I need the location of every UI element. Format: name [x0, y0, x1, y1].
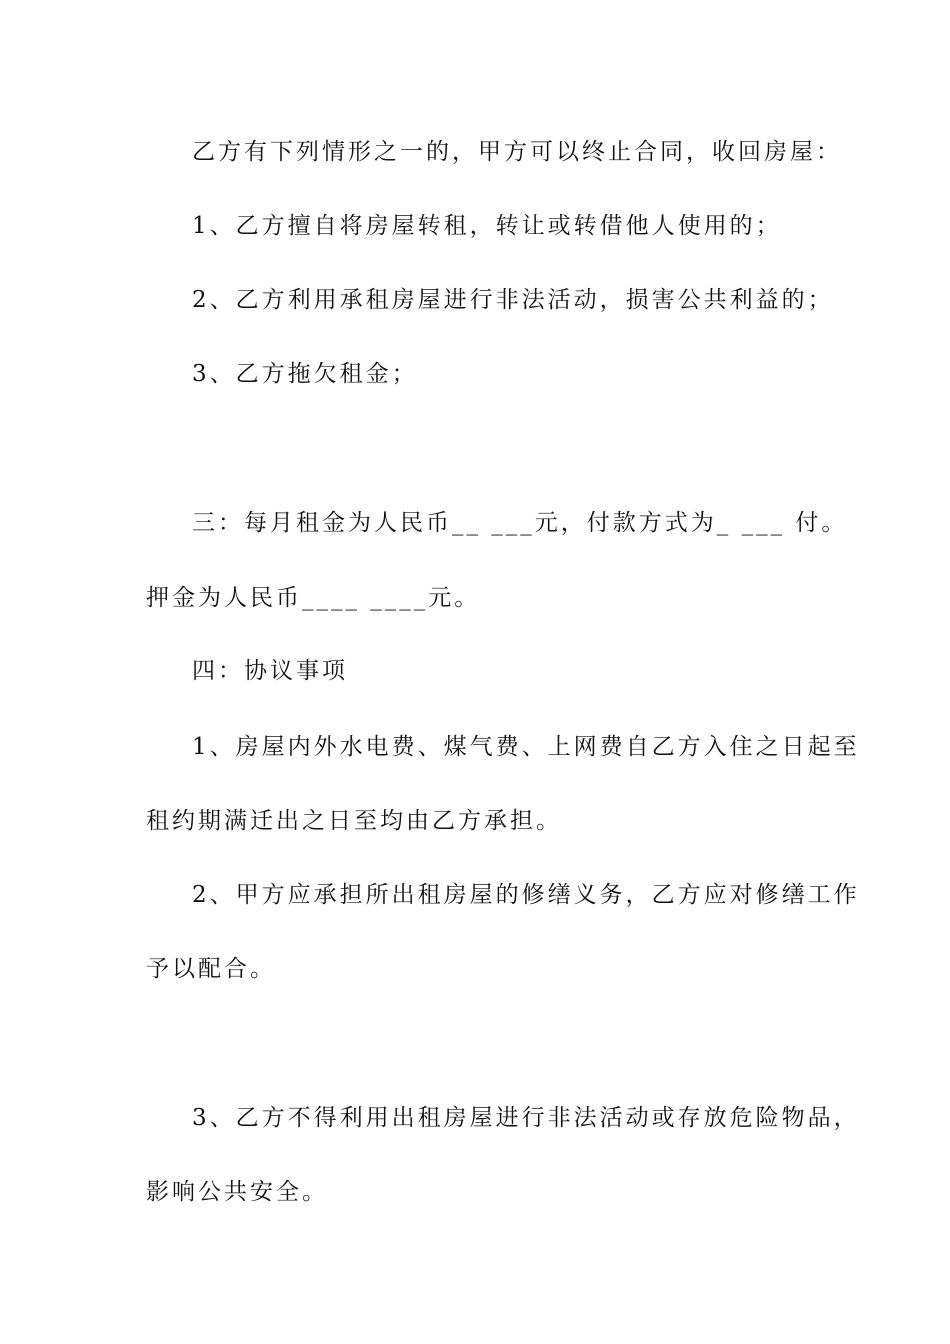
agreement-item-1-line-1: 1、房屋内外水电费、煤气费、上网费自乙方入住之日起至: [192, 734, 860, 760]
termination-intro: 乙方有下列情形之一的，甲方可以终止合同，收回房屋：: [192, 139, 842, 165]
agreement-item-3-line-2: 影响公共安全。: [146, 1179, 328, 1205]
agreement-item-2-line-1: 2、甲方应承担所出租房屋的修缮义务，乙方应对修缮工作: [192, 882, 860, 908]
agreement-item-2-line-2: 予以配合。: [146, 956, 276, 982]
agreement-item-1-line-2: 租约期满迁出之日至均由乙方承担。: [146, 808, 562, 834]
termination-item-2: 2、乙方利用承租房屋进行非法活动，损害公共利益的；: [192, 287, 834, 313]
deposit-clause: 押金为人民币____ ____元。: [146, 585, 481, 611]
termination-item-1: 1、乙方擅自将房屋转租，转让或转借他人使用的；: [192, 213, 782, 239]
rent-clause: 三：每月租金为人民币__ ___元，付款方式为_ ___ 付。: [192, 510, 848, 536]
agreement-item-3-line-1: 3、乙方不得利用出租房屋进行非法活动或存放危险物品，: [192, 1105, 860, 1131]
section-heading-agreement: 四：协议事项: [192, 658, 348, 684]
termination-item-3: 3、乙方拖欠租金；: [192, 361, 418, 387]
